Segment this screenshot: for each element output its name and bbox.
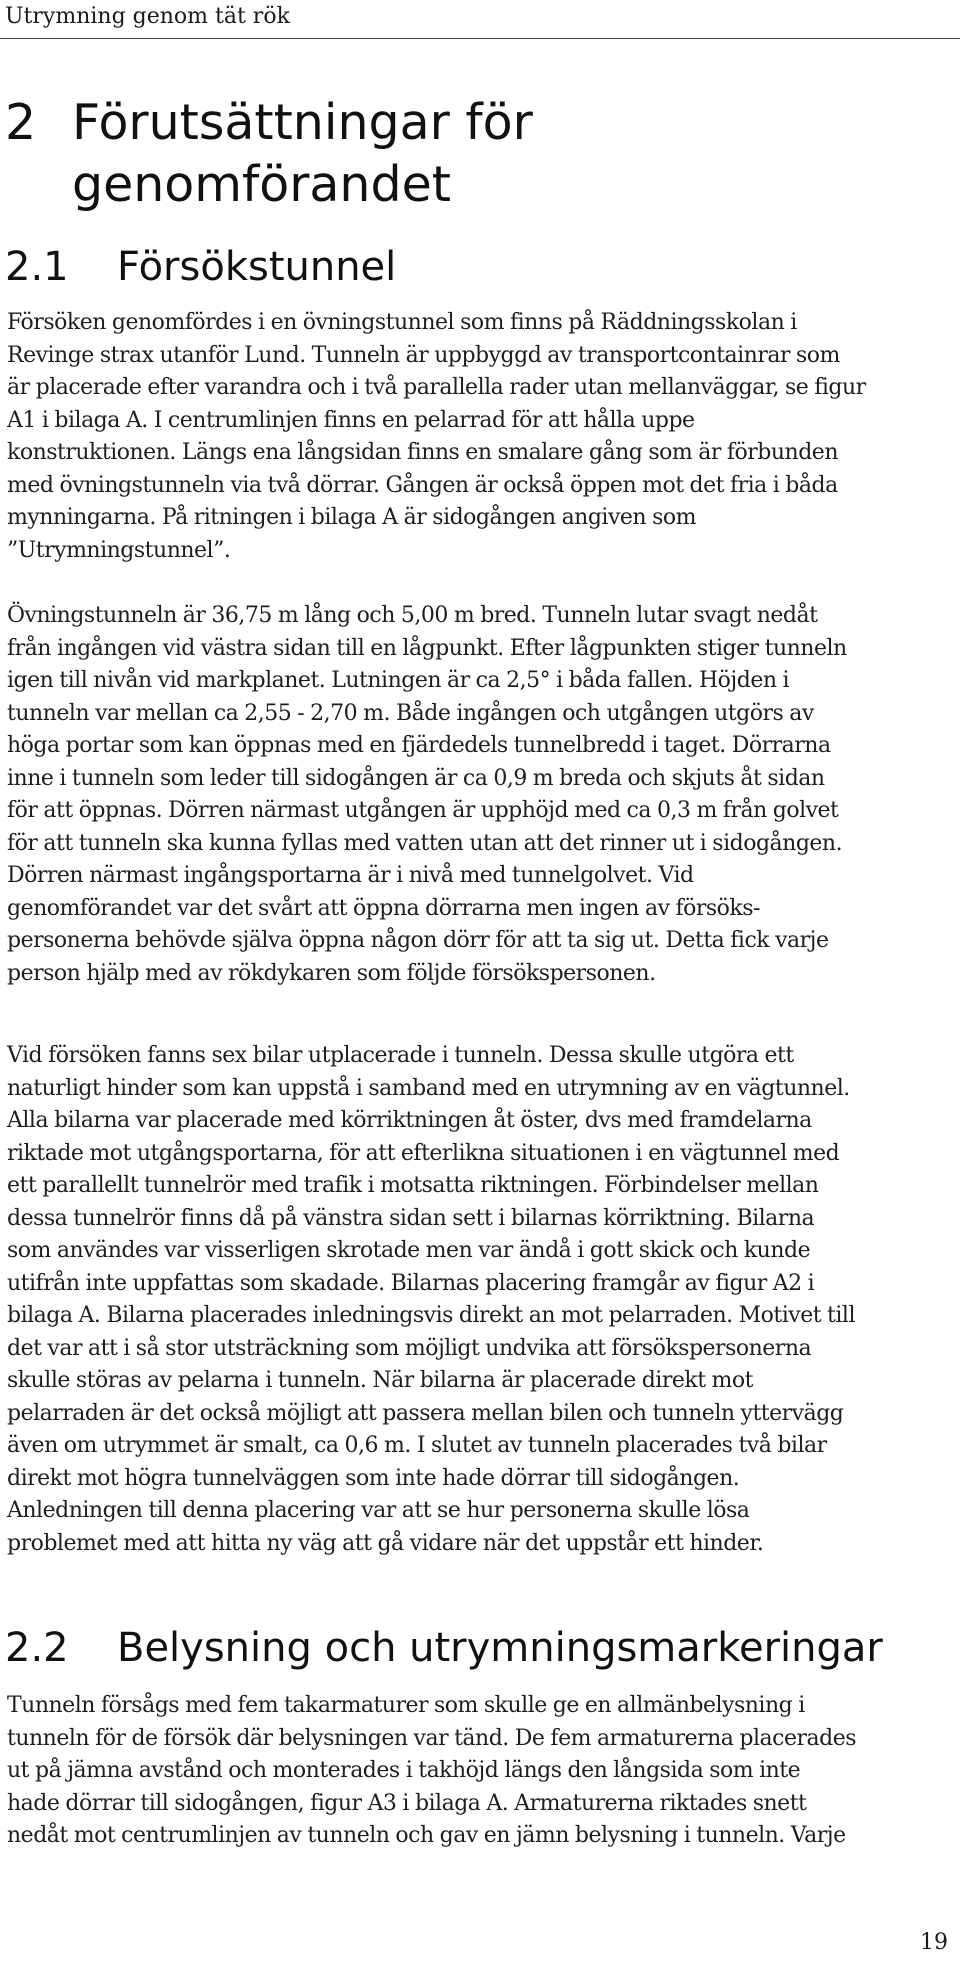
paragraph-tunnel-dimensions: [7, 600, 955, 990]
text-line: för att öppnas. Dörren närmast utgången är upphöjd med ca 0,3 m från golvet: [7, 798, 839, 823]
text-line: tunneln var mellan ca 2,55 - 2,70 m. Både ingången och utgången utgörs av: [7, 700, 814, 726]
section-title: Belysning och utrymningsmarkeringar: [117, 1625, 883, 1671]
text-line: dessa tunnelrör finns då på vänstra sidan sett i bilarnas körriktning. Bilarna: [7, 1205, 815, 1231]
text-line: Dörren närmast ingångsportarna är i nivå med tunnelgolvet. Vid: [7, 863, 694, 888]
text-line: Revinge strax utanför Lund. Tunneln är uppbyggd av transportcontainrar som: [7, 342, 840, 368]
text-line: naturligt hinder som kan uppstå i samband med en utrymning av en vägtunnel.: [7, 1075, 850, 1101]
section-title: Försökstunnel: [117, 244, 397, 290]
paragraph-test-tunnel: [7, 307, 955, 567]
text-line: nedåt mot centrumlinjen av tunneln och gav en jämn belysning i tunneln. Varje: [7, 1823, 846, 1848]
text-line: ”Utrymningstunnel”.: [7, 537, 231, 563]
text-line: Alla bilarna var placerade med körriktningen åt öster, dvs med framdelarna: [7, 1108, 812, 1133]
text-line: även om utrymmet är smalt, ca 0,6 m. I slutet av tunneln placerades två bilar: [7, 1433, 827, 1458]
text-line: Vid försöken fanns sex bilar utplacerade i tunneln. Dessa skulle utgöra ett: [7, 1043, 794, 1068]
text-line: riktade mot utgångsportarna, för att efterlikna situationen i en vägtunnel med: [7, 1140, 840, 1166]
text-line: Övningstunneln är 36,75 m lång och 5,00 m bred. Tunneln lutar svagt nedåt: [7, 603, 818, 628]
text-line: problemet med att hitta ny väg att gå vidare när det uppstår ett hinder.: [7, 1530, 764, 1556]
text-line: Försöken genomfördes i en övningstunnel som finns på Räddningsskolan i: [7, 310, 797, 335]
header-rule: [0, 38, 960, 39]
text-line: igen till nivån vid markplanet. Lutningen är ca 2,5° i båda fallen. Höjden i: [7, 668, 790, 693]
text-line: Tunneln försågs med fem takarmaturer som skulle ge en allmänbelysning i: [7, 1693, 805, 1718]
text-line: personerna behövde själva öppna någon dörr för att ta sig ut. Detta fick varje: [7, 928, 829, 953]
text-line: konstruktionen. Längs ena långsidan finns en smalare gång som är förbunden: [7, 440, 838, 465]
text-line: utifrån inte uppfattas som skadade. Bilarnas placering framgår av figur A2 i: [7, 1270, 815, 1296]
text-line: mynningarna. På ritningen i bilaga A är sidogången angiven som: [7, 505, 696, 530]
text-line: hade dörrar till sidogången, figur A3 i bilaga A. Armaturerna riktades snett: [7, 1790, 807, 1816]
running-header: Utrymning genom tät rök: [5, 4, 290, 29]
section-number: 2.2: [5, 1625, 69, 1671]
text-line: bilaga A. Bilarna placerades inledningsvis direkt an mot pelarraden. Motivet till: [7, 1303, 856, 1328]
text-line: skulle störas av pelarna i tunneln. När bilarna är placerade direkt mot: [7, 1368, 753, 1393]
text-line: tunneln för de försök där belysningen var tänd. De fem armaturerna placerades: [7, 1725, 856, 1751]
chapter-title: Förutsättningar för genomförandet: [72, 94, 533, 213]
section-number: 2.1: [5, 244, 69, 290]
text-line: genomförandet var det svårt att öppna dörrarna men ingen av försöks-: [7, 895, 760, 921]
text-line: ett parallellt tunnelrör med trafik i motsatta riktningen. Förbindelser mellan: [7, 1173, 819, 1198]
text-line: inne i tunneln som leder till sidogången är ca 0,9 m breda och skjuts åt sidan: [7, 765, 825, 791]
text-line: A1 i bilaga A. I centrumlinjen finns en pelarrad för att hålla uppe: [7, 407, 695, 433]
chapter-number: 2: [5, 94, 37, 151]
chapter-heading: [5, 92, 632, 216]
page-number: 19: [920, 1930, 948, 1955]
text-line: för att tunneln ska kunna fyllas med vatten utan att det rinner ut i sidogången.: [7, 830, 843, 856]
section-heading-2-2: [5, 1623, 883, 1673]
text-line: är placerade efter varandra och i två parallella rader utan mellanväggar, se figur: [7, 375, 866, 400]
text-line: pelarraden är det också möjligt att passera mellan bilen och tunneln yttervägg: [7, 1400, 844, 1426]
paragraph-lighting: [7, 1690, 955, 1853]
text-line: Anledningen till denna placering var att se hur personerna skulle lösa: [7, 1498, 750, 1523]
text-line: person hjälp med av rökdykaren som följde försökspersonen.: [7, 960, 656, 986]
paragraph-cars: [7, 1040, 955, 1560]
text-line: med övningstunneln via två dörrar. Gången är också öppen mot det fria i båda: [7, 472, 838, 498]
text-line: det var att i så stor utsträckning som möjligt undvika att försökspersonerna: [7, 1335, 812, 1361]
text-line: som användes var visserligen skrotade men var ändå i gott skick och kunde: [7, 1238, 811, 1263]
section-heading-2-1: [5, 242, 397, 292]
text-line: höga portar som kan öppnas med en fjärdedels tunnelbredd i taget. Dörrarna: [7, 733, 831, 758]
text-line: från ingången vid västra sidan till en lågpunkt. Efter lågpunkten stiger tunneln: [7, 635, 847, 661]
text-line: ut på jämna avstånd och monterades i takhöjd längs den långsida som inte: [7, 1758, 801, 1783]
text-line: direkt mot högra tunnelväggen som inte hade dörrar till sidogången.: [7, 1465, 740, 1491]
